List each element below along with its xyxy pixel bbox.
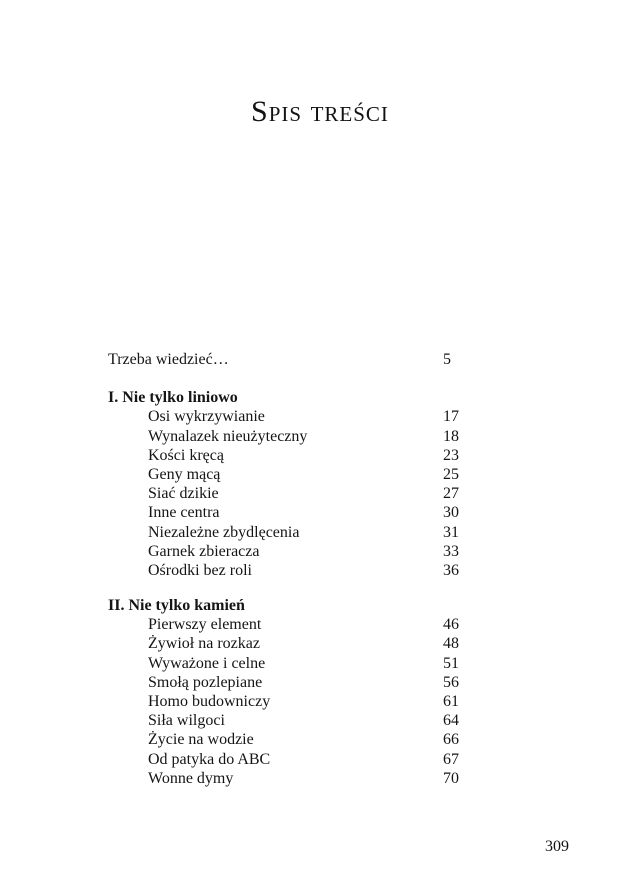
toc-section-heading-label: I. Nie tylko liniowo <box>108 389 238 407</box>
toc-entry-page: 36 <box>443 561 459 579</box>
toc-entry-page: 30 <box>443 504 459 522</box>
toc-entry <box>108 484 488 503</box>
toc-entry <box>108 407 488 426</box>
toc-entry-page: 61 <box>443 693 459 710</box>
toc-entry-label: Życie na wodzie <box>148 731 254 749</box>
toc-entry-label: Wynalazek nieużyteczny <box>148 427 308 445</box>
toc-entry-page: 56 <box>443 673 459 691</box>
toc-entry-page: 33 <box>443 542 459 560</box>
toc-entry-page: 18 <box>443 427 459 445</box>
toc-entry-label: Geny mącą <box>148 465 221 483</box>
toc-entry-page: 66 <box>443 731 459 749</box>
toc-entry-page: 70 <box>443 769 459 787</box>
toc-entry-page: 67 <box>443 750 459 768</box>
toc-entry <box>108 692 488 711</box>
toc-entry-page: 46 <box>443 616 459 634</box>
toc-entry <box>108 654 488 673</box>
toc-entry-label: Siać dzikie <box>148 485 219 503</box>
toc-entry-label: Inne centra <box>148 504 220 522</box>
toc-entry <box>108 503 488 522</box>
toc-entry-label: Smołą pozlepiane <box>148 673 263 691</box>
toc-entry-label: Garnek zbieracza <box>148 542 260 560</box>
toc-entry-page: 48 <box>443 635 459 653</box>
page-number: 309 <box>545 838 569 855</box>
toc-entry-label: Siła wilgoci <box>148 712 225 730</box>
toc-entry <box>108 634 488 653</box>
toc-entry-page: 51 <box>443 654 459 672</box>
toc-entry <box>108 427 488 446</box>
toc-front-entry <box>108 350 488 369</box>
toc-entry-label: Trzeba wiedzieć… <box>108 351 229 368</box>
toc-entry-label: Od patyka do ABC <box>148 750 271 768</box>
toc-entry <box>108 711 488 730</box>
toc-entry-page: 25 <box>443 465 459 483</box>
toc-entry-label: Osi wykrzywianie <box>148 408 265 426</box>
toc-entry-page: 23 <box>443 446 459 464</box>
toc-entry <box>108 750 488 769</box>
toc-section-2 <box>108 596 488 788</box>
toc-section-heading <box>108 596 488 615</box>
toc-section-heading <box>108 388 488 407</box>
toc-section-1 <box>108 388 488 580</box>
toc-entry <box>108 561 488 580</box>
toc-entry-page: 64 <box>443 712 459 730</box>
table-of-contents <box>108 350 488 788</box>
toc-entry <box>108 730 488 749</box>
toc-entry <box>108 769 488 788</box>
toc-entry-label: Żywioł na rozkaz <box>148 635 260 653</box>
toc-entry-label: Homo budowniczy <box>148 693 271 710</box>
toc-entry-label: Kości kręcą <box>148 446 224 464</box>
toc-entry-label: Niezależne zbydlęcenia <box>148 523 300 541</box>
toc-entry-page: 31 <box>443 523 459 541</box>
toc-entry-page: 27 <box>443 485 459 503</box>
toc-entry <box>108 542 488 561</box>
toc-entry <box>108 465 488 484</box>
toc-entry-label: Wonne dymy <box>148 769 234 787</box>
toc-entry-page: 5 <box>443 351 451 368</box>
toc-entry-label: Pierwszy element <box>148 616 262 634</box>
toc-entry-label: Ośrodki bez roli <box>148 561 252 579</box>
toc-entry-label: Wyważone i celne <box>148 654 266 672</box>
toc-section-heading-label: II. Nie tylko kamień <box>108 597 245 615</box>
page-title: Spis treści <box>251 95 389 128</box>
toc-entry <box>108 615 488 634</box>
toc-entry-page: 17 <box>443 408 459 426</box>
toc-entry <box>108 523 488 542</box>
toc-entry <box>108 446 488 465</box>
toc-entry <box>108 673 488 692</box>
